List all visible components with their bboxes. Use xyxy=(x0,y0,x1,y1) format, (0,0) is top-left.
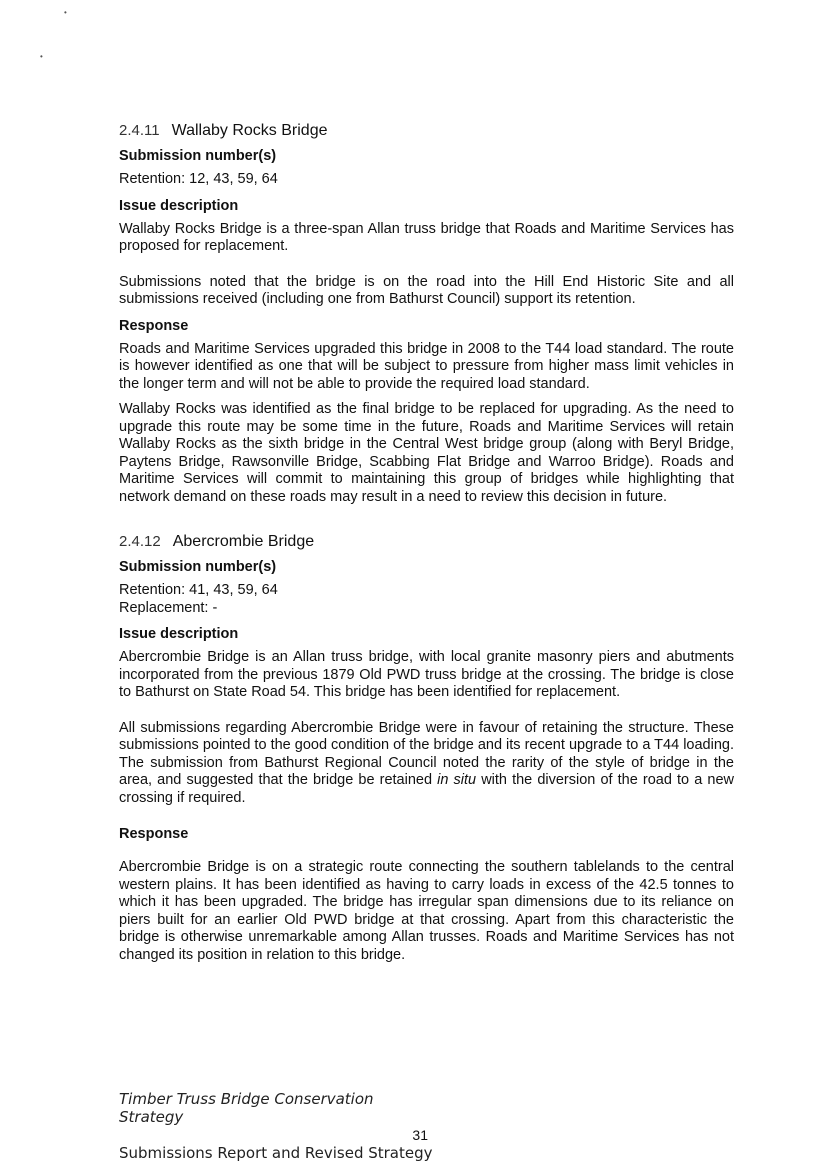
section-title: Abercrombie Bridge xyxy=(172,533,315,550)
issue-paragraph: Wallaby Rocks Bridge is a three-span Allan truss bridge that Roads and Maritime Services has proposed for replacement. xyxy=(119,220,734,254)
issue-paragraph: Abercrombie Bridge is an Allan truss bridge, with local granite masonry piers and abutments incorporated from the previous 1879 Old PWD truss bridge at the crossing. The bridge is close to Bathurst on State Road 54. This bridge has been identified for replacement. xyxy=(119,649,734,700)
footer-subtitle: Submissions Report and Revised Strategy xyxy=(119,1144,433,1162)
document-page xyxy=(119,121,734,972)
replacement-text: Replacement: - xyxy=(119,599,218,616)
submission-number-label: Submission number(s) xyxy=(119,148,277,164)
section-number: 2.4.12 xyxy=(119,533,161,550)
scan-mark: • xyxy=(40,52,43,61)
submission-number-label: Submission number(s) xyxy=(119,559,277,575)
section-heading xyxy=(119,121,734,141)
issue-description-label: Issue description xyxy=(119,626,239,642)
page-footer xyxy=(119,1090,439,1162)
section-number: 2.4.11 xyxy=(119,122,160,139)
issue-paragraph: Submissions noted that the bridge is on the road into the Hill End Historic Site and all submissions received (including one from Bathurst Council) support its retention. xyxy=(119,273,734,307)
italic-term: in situ xyxy=(437,772,477,788)
response-label: Response xyxy=(119,317,189,334)
issue-description-label: Issue description xyxy=(119,197,239,214)
response-paragraph: Roads and Maritime Services upgraded this bridge in 2008 to the T44 load standard. The route is however identified as one that will be subject to pressure from higher mass limit vehicles in the longer term and will not be able to provide the required load standard. xyxy=(119,340,734,392)
issue-paragraph: All submissions regarding Abercrombie Bridge were in favour of retaining the structure. These submissions pointed to the good condition of the bridge and its recent upgrade to a T44 loading. The submission from Bathurst Regional Council noted the rarity of the style of bridge in the area, and suggested that the bridge be retained in situ with the diversion of the road to a new crossing if required. xyxy=(119,719,734,806)
response-label: Response xyxy=(119,826,189,842)
response-paragraph: Wallaby Rocks was identified as the final bridge to be replaced for upgrading. As the need to upgrade this route may be some time in the future, Roads and Maritime Services will retain Wallaby Rocks as the sixth bridge in the Central West bridge group (along with Beryl Bridge, Paytens Bridge, Rawsonville Bridge, Scabbing Flat Bridge and Warroo Bridge). Roads and Maritime Services will commit to maintaining this group of bridges while highlighting that network demand on these roads may result in a need to review this decision in future. xyxy=(119,401,734,505)
retention-text: Retention: 41, 43, 59, 64 xyxy=(119,582,278,598)
section-heading xyxy=(119,532,734,552)
section-title: Wallaby Rocks Bridge xyxy=(171,122,328,139)
response-paragraph: Abercrombie Bridge is on a strategic route connecting the southern tablelands to the central western plains. It has been identified as having to carry loads in excess of the 42.5 tonnes to which it has been upgraded. The bridge has irregular span dimensions due to its reliance on piers built for an earlier Old PWD bridge at that crossing. Apart from this characteristic the bridge is otherwise unremarkable among Allan trusses. Roads and Maritime Services has not changed its position in relation to this bridge. xyxy=(119,859,734,963)
page-number: 31 xyxy=(412,1127,428,1143)
scan-mark: • xyxy=(64,8,67,17)
footer-title: Timber Truss Bridge Conservation Strategy xyxy=(119,1090,374,1126)
retention-text: Retention: 12, 43, 59, 64 xyxy=(119,171,278,187)
